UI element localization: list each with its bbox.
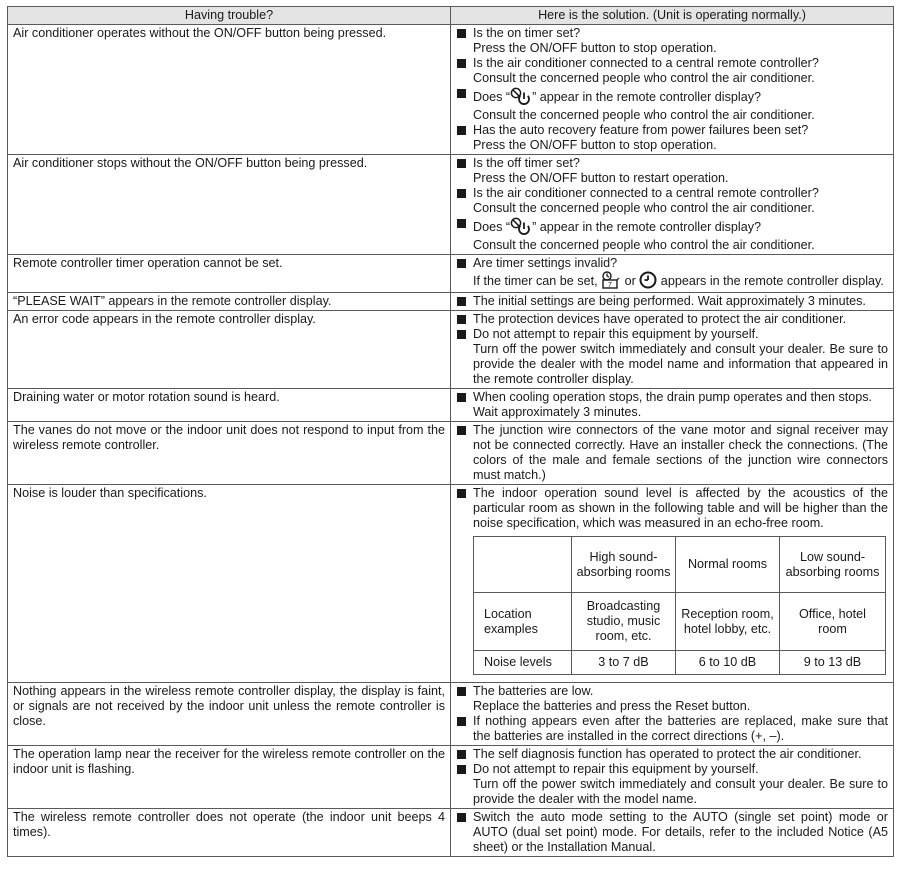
bullet-item: Is the air conditioner connected to a central remote controller? <box>456 56 888 71</box>
bullet-item: The protection devices have operated to protect the air conditioner. <box>456 312 888 327</box>
problem-cell: Air conditioner operates without the ON/OFF button being pressed. <box>8 25 451 155</box>
bullet-item: The batteries are low. <box>456 684 888 699</box>
solution-cell <box>451 311 894 389</box>
problem-cell: The operation lamp near the receiver for the wireless remote controller on the indoor unit is flashing. <box>8 746 451 809</box>
table-row <box>8 311 894 389</box>
svg-text:7: 7 <box>608 282 613 289</box>
bullet-continuation: Press the ON/OFF button to restart operation. <box>473 171 729 185</box>
solution-cell <box>451 25 894 155</box>
bullet-item: Do not attempt to repair this equipment by yourself. <box>456 762 888 777</box>
table-row <box>8 293 894 311</box>
noise-table-row-label: Location examples <box>474 593 572 651</box>
solution-cell <box>451 389 894 422</box>
bullet-item: Is the on timer set? <box>456 26 888 41</box>
bullet-item: Has the auto recovery feature from power failures been set? <box>456 123 888 138</box>
bullet-continuation: Turn off the power switch immediately and consult your dealer. Be sure to provide the dealer with the model name and information that appeared in the remote controller display. <box>473 342 888 386</box>
solution-cell <box>451 746 894 809</box>
problem-cell: “PLEASE WAIT” appears in the remote controller display. <box>8 293 451 311</box>
noise-table-row <box>474 593 886 651</box>
problem-cell: Noise is louder than specifications. <box>8 485 451 683</box>
solution-cell <box>451 683 894 746</box>
bullet-continuation: Wait approximately 3 minutes. <box>473 405 642 419</box>
bullet-item <box>456 216 888 238</box>
central-control-prohibited-icon <box>510 217 532 235</box>
noise-table-row-label: Noise levels <box>474 651 572 675</box>
header-row <box>8 7 894 25</box>
noise-table-cell: 6 to 10 dB <box>676 651 780 675</box>
problem-cell: The wireless remote controller does not operate (the indoor unit beeps 4 times). <box>8 809 451 857</box>
text-segment: Does “ <box>473 220 511 234</box>
bullet-item: Is the air conditioner connected to a central remote controller? <box>456 186 888 201</box>
table-row <box>8 25 894 155</box>
troubleshooting-table <box>7 6 894 857</box>
bullet-item: Are timer settings invalid? <box>456 256 888 271</box>
noise-table-header: High sound-absorbing rooms <box>572 537 676 593</box>
text-segment: If the timer can be set, <box>473 274 602 288</box>
noise-table-cell: 3 to 7 dB <box>572 651 676 675</box>
solution-cell <box>451 422 894 485</box>
solution-cell <box>451 155 894 255</box>
bullet-continuation: Press the ON/OFF button to stop operation. <box>473 138 717 152</box>
noise-table <box>473 536 886 675</box>
table-row <box>8 255 894 293</box>
solution-cell <box>451 293 894 311</box>
bullet-continuation: Consult the concerned people who control the air conditioner. <box>473 108 815 122</box>
bullet-continuation: Replace the batteries and press the Reset button. <box>473 699 751 713</box>
noise-table-cell: Reception room, hotel lobby, etc. <box>676 593 780 651</box>
noise-table-header: Normal rooms <box>676 537 780 593</box>
bullet-item: The self diagnosis function has operated to protect the air conditioner. <box>456 747 888 762</box>
bullet-continuation: Press the ON/OFF button to stop operation. <box>473 41 717 55</box>
solution-cell <box>451 255 894 293</box>
text-segment: or <box>621 274 640 288</box>
text-segment: ” appear in the remote controller display? <box>532 220 762 234</box>
table-row <box>8 389 894 422</box>
table-row <box>8 746 894 809</box>
bullet-item: The junction wire connectors of the vane motor and signal receiver may not be connected correctly. Have an installer check the connections. (The colors of the male and female sections of the junction wire connectors must match.) <box>456 423 888 483</box>
noise-table-header-row <box>474 537 886 593</box>
bullet-item: The indoor operation sound level is affected by the acoustics of the particular room as shown in the following table and will be higher than the noise specification, which was measured in an echo-free room. <box>456 486 888 531</box>
bullet-item: Is the off timer set? <box>456 156 888 171</box>
problem-cell: Remote controller timer operation cannot be set. <box>8 255 451 293</box>
bullet-item: If nothing appears even after the batteries are replaced, make sure that the batteries are installed in the correct directions (+, –). <box>456 714 888 744</box>
bullet-item: Do not attempt to repair this equipment by yourself. <box>456 327 888 342</box>
bullet-continuation: Consult the concerned people who control the air conditioner. <box>473 201 815 215</box>
problem-cell: Air conditioner stops without the ON/OFF button being pressed. <box>8 155 451 255</box>
bullet-continuation: Consult the concerned people who control the air conditioner. <box>473 71 815 85</box>
problem-cell: Nothing appears in the wireless remote controller display, the display is faint, or signals are not received by the indoor unit unless the remote controller is close. <box>8 683 451 746</box>
noise-table-cell: Broadcasting studio, music room, etc. <box>572 593 676 651</box>
bullet-continuation: Consult the concerned people who control the air conditioner. <box>473 238 815 252</box>
table-row <box>8 422 894 485</box>
solution-cell <box>451 485 894 683</box>
bullet-item: Switch the auto mode setting to the AUTO (single set point) mode or AUTO (dual set point) mode. For details, refer to the included Notice (A5 sheet) or the Installation Manual. <box>456 810 888 855</box>
clock-icon <box>639 271 657 289</box>
problem-cell: Draining water or motor rotation sound is heard. <box>8 389 451 422</box>
text-segment: Does “ <box>473 90 511 104</box>
bullet-item: The initial settings are being performed. Wait approximately 3 minutes. <box>456 294 888 309</box>
problem-cell: An error code appears in the remote controller display. <box>8 311 451 389</box>
noise-table-header: Low sound-absorbing rooms <box>780 537 886 593</box>
table-row <box>8 155 894 255</box>
table-row <box>8 809 894 857</box>
bullet-continuation <box>456 271 888 291</box>
bullet-item: When cooling operation stops, the drain pump operates and then stops. <box>456 390 888 405</box>
noise-table-cell: Office, hotel room <box>780 593 886 651</box>
header-problem: Having trouble? <box>8 7 451 25</box>
weekly-timer-icon <box>601 271 621 289</box>
central-control-prohibited-icon <box>510 87 532 105</box>
solution-cell <box>451 809 894 857</box>
problem-cell: The vanes do not move or the indoor unit does not respond to input from the wireless remote controller. <box>8 422 451 485</box>
bullet-continuation: Turn off the power switch immediately and consult your dealer. Be sure to provide the dealer with the model name. <box>473 777 888 806</box>
text-segment: appears in the remote controller display. <box>657 274 884 288</box>
bullet-item <box>456 86 888 108</box>
noise-table-cell: 9 to 13 dB <box>780 651 886 675</box>
header-solution: Here is the solution. (Unit is operating normally.) <box>451 7 894 25</box>
noise-table-corner <box>474 537 572 593</box>
text-segment: ” appear in the remote controller display? <box>532 90 762 104</box>
noise-table-row <box>474 651 886 675</box>
table-row <box>8 683 894 746</box>
table-row <box>8 485 894 683</box>
